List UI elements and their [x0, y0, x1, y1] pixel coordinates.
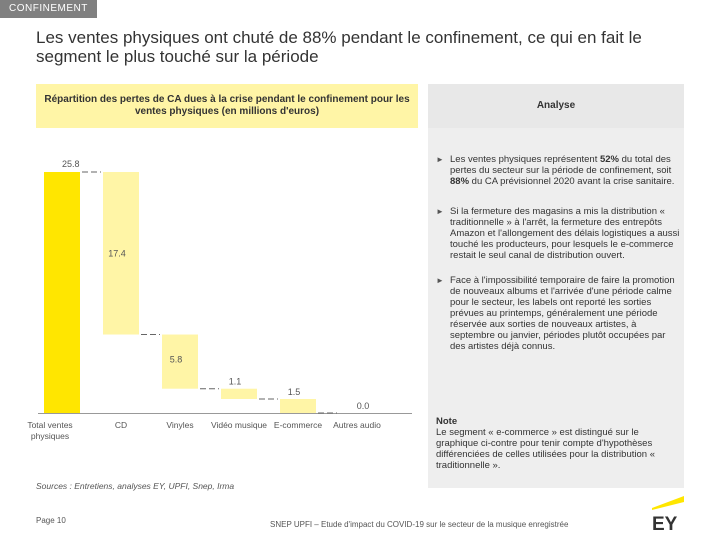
analyse-bullet: ► Les ventes physiques représentent 52% du total des pertes du secteur sur la période de confinement, soit 88% du CA prévisionnel 2020 avant la crise sanitaire. — [436, 154, 675, 187]
bar-segment — [280, 399, 316, 413]
sources-note: Sources : Entretiens, analyses EY, UPFI, Snep, Irma — [36, 481, 235, 491]
ey-logo-beam — [652, 496, 684, 510]
category-label: E-commerce — [273, 420, 323, 430]
data-label: 25.8 — [62, 159, 80, 169]
bar-segment — [221, 389, 257, 399]
category-label: Autres audio — [333, 420, 381, 430]
bullet-arrow-icon: ► — [436, 207, 444, 216]
data-label: 1.5 — [287, 386, 301, 397]
ey-logo — [646, 494, 686, 534]
ey-logo-text: EY — [652, 514, 678, 534]
data-label: 17.4 — [108, 248, 126, 259]
bullet-arrow-icon: ► — [436, 155, 444, 164]
analyse-bullet: ► Face à l'impossibilité temporaire de faire la promotion de nouveaux albums et l'arrivée d'une période calme pour le secteur, les labels ont reporté les sorties prévues au printemps, généralement une période réservée aux sorties de nouveaux artistes, à septembre ou janvier, périodes plutôt occupées par des artistes déjà connus. — [436, 275, 675, 352]
category-label: physiques — [30, 431, 70, 441]
category-label: Vinyles — [166, 420, 194, 430]
section-tag: CONFINEMENT — [0, 0, 97, 18]
data-label: 0.0 — [356, 401, 370, 411]
note-title: Note — [436, 416, 458, 427]
category-label: Vidéo musique — [210, 420, 268, 430]
analyse-bullet: ► Si la fermeture des magasins a mis la distribution « traditionnelle » à l'arrêt, la fermeture des entrepôts Amazon et l'allongement des délais logistiques a aussi touché les producteurs, pour lesquels le e-commerce restait le seul canal de distribution ouvert. — [436, 206, 680, 261]
chart-title: Répartition des pertes de CA dues à la crise pendant le confinement pour les ventes physiques (en millions d'euros) — [44, 94, 410, 117]
data-label: 1.1 — [228, 376, 242, 387]
data-label: 5.8 — [169, 354, 183, 365]
footer-text: SNEP UPFI – Etude d'impact du COVID-19 sur le secteur de la musique enregistrée — [270, 520, 569, 529]
bar-total — [44, 172, 80, 413]
category-label: CD — [114, 420, 128, 430]
page-title: Les ventes physiques ont chuté de 88% pendant le confinement, ce qui en fait le segment le plus touché sur la période — [36, 28, 642, 66]
note-text: Le segment « e-commerce » est distingué sur le graphique ci-contre pour tenir compte d'hypothèses différenciées de celles utilisées pour la distribution « traditionnelle ». — [436, 427, 655, 471]
category-label: Total ventes — [27, 420, 73, 430]
bullet-arrow-icon: ► — [436, 276, 444, 285]
analyse-heading: Analyse — [536, 100, 576, 111]
page-number: Page 10 — [36, 516, 66, 525]
